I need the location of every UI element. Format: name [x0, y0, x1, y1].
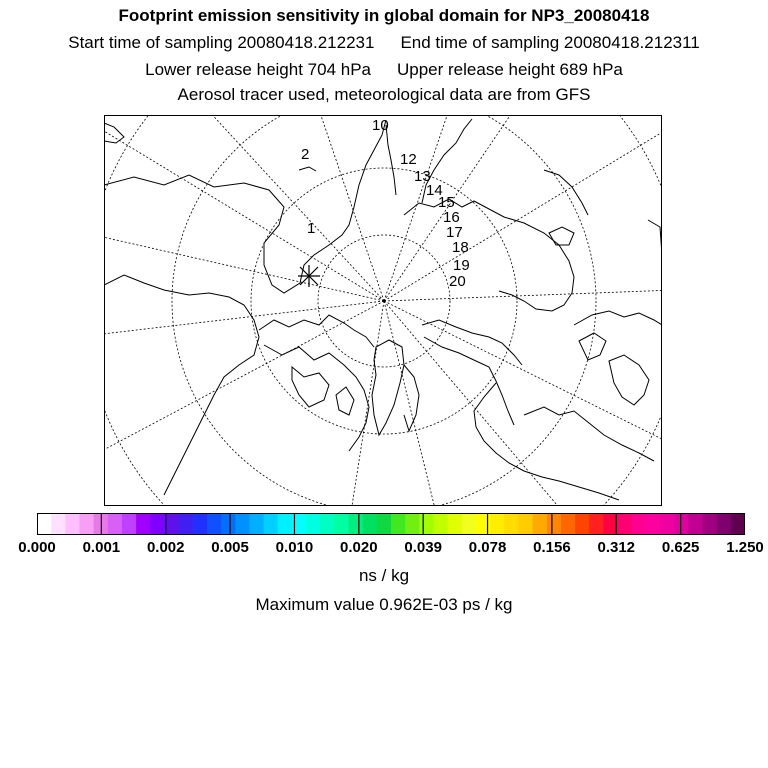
colorbar-cell — [589, 513, 604, 535]
colorbar-cell — [320, 513, 335, 535]
colorbar-tick-label: 0.078 — [468, 539, 507, 556]
colorbar-cell — [65, 513, 80, 535]
colorbar-cell — [264, 513, 279, 535]
colorbar-cell — [377, 513, 392, 535]
plot-title: Footprint emission sensitivity in global domain for NP3_20080418 — [118, 6, 650, 25]
colorbar-tick-label: 0.010 — [275, 539, 314, 556]
release-heights — [0, 60, 768, 80]
colorbar-tick-label: 1.250 — [726, 539, 764, 556]
colorbar-cell — [476, 513, 491, 535]
colorbar-cell — [278, 513, 293, 535]
colorbar-cell — [79, 513, 94, 535]
colorbar-cell — [419, 513, 434, 535]
colorbar-tick-label: 0.002 — [146, 539, 185, 556]
start-time: Start time of sampling 20080418.212231 — [68, 33, 375, 52]
colorbar-cell — [334, 513, 349, 535]
colorbar-cell — [504, 513, 519, 535]
colorbar-cell — [518, 513, 533, 535]
colorbar-cell — [363, 513, 378, 535]
colorbar-cell — [717, 513, 732, 535]
colorbar-tick-label: 0.156 — [533, 539, 571, 556]
traj-label: 2 — [301, 146, 310, 163]
colorbar-cell — [632, 513, 647, 535]
colorbar-tick-label: 0.625 — [661, 539, 700, 556]
colorbar-cell — [490, 513, 505, 535]
release-marker — [298, 265, 320, 287]
traj-label: 19 — [453, 257, 470, 274]
colorbar-cell — [179, 513, 194, 535]
colorbar — [37, 513, 745, 535]
end-time: End time of sampling 20080418.212311 — [400, 33, 700, 52]
colorbar-tick-label: 0.001 — [82, 539, 121, 556]
colorbar-units: ns / kg — [358, 566, 410, 585]
colorbar-tick-label: 0.020 — [340, 539, 378, 556]
colorbar-tick-label: 0.000 — [18, 539, 56, 556]
colorbar-cell — [221, 513, 236, 535]
colorbar-cell — [547, 513, 562, 535]
traj-label: 15 — [438, 194, 455, 211]
colorbar-cell — [561, 513, 576, 535]
colorbar-cell — [731, 513, 745, 535]
colorbar-cell — [405, 513, 420, 535]
colorbar-cell — [674, 513, 689, 535]
colorbar-cell — [618, 513, 633, 535]
colorbar-cell — [660, 513, 675, 535]
upper-release-height: Upper release height 689 hPa — [397, 60, 623, 79]
colorbar-cell — [349, 513, 364, 535]
tracer-note: Aerosol tracer used, meteorological data are from GFS — [177, 85, 591, 104]
traj-label: 13 — [414, 168, 431, 185]
traj-label: 1 — [307, 220, 316, 237]
colorbar-cell — [37, 513, 52, 535]
colorbar-cell — [533, 513, 548, 535]
colorbar-cell — [193, 513, 208, 535]
colorbar-cell — [391, 513, 406, 535]
traj-label: 20 — [449, 273, 466, 290]
colorbar-tick-label: 0.312 — [597, 539, 636, 556]
traj-label: 10 — [372, 117, 389, 134]
colorbar-cell — [122, 513, 137, 535]
colorbar-cell — [462, 513, 477, 535]
colorbar-cell — [448, 513, 463, 535]
traj-label: 18 — [452, 239, 469, 256]
colorbar-cell — [688, 513, 703, 535]
colorbar-cell — [306, 513, 321, 535]
traj-label: 17 — [446, 224, 463, 241]
traj-label: 12 — [400, 151, 417, 168]
lower-release-height: Lower release height 704 hPa — [145, 60, 371, 79]
sampling-times — [0, 33, 768, 53]
colorbar-cell — [207, 513, 222, 535]
colorbar-cell — [433, 513, 448, 535]
polar-map — [104, 115, 662, 506]
traj-label: 14 — [426, 182, 443, 199]
colorbar-cell — [164, 513, 179, 535]
colorbar-cell — [575, 513, 590, 535]
colorbar-cell — [136, 513, 151, 535]
colorbar-cell — [235, 513, 250, 535]
colorbar-tick-label: 0.039 — [404, 539, 442, 556]
colorbar-cell — [51, 513, 66, 535]
maximum-value: Maximum value 0.962E-03 ps / kg — [255, 595, 513, 614]
traj-label: 16 — [443, 209, 460, 226]
colorbar-tick-label: 0.005 — [211, 539, 249, 556]
colorbar-cell — [703, 513, 718, 535]
colorbar-cell — [150, 513, 165, 535]
colorbar-cell — [108, 513, 123, 535]
colorbar-cell — [646, 513, 661, 535]
colorbar-cell — [249, 513, 264, 535]
